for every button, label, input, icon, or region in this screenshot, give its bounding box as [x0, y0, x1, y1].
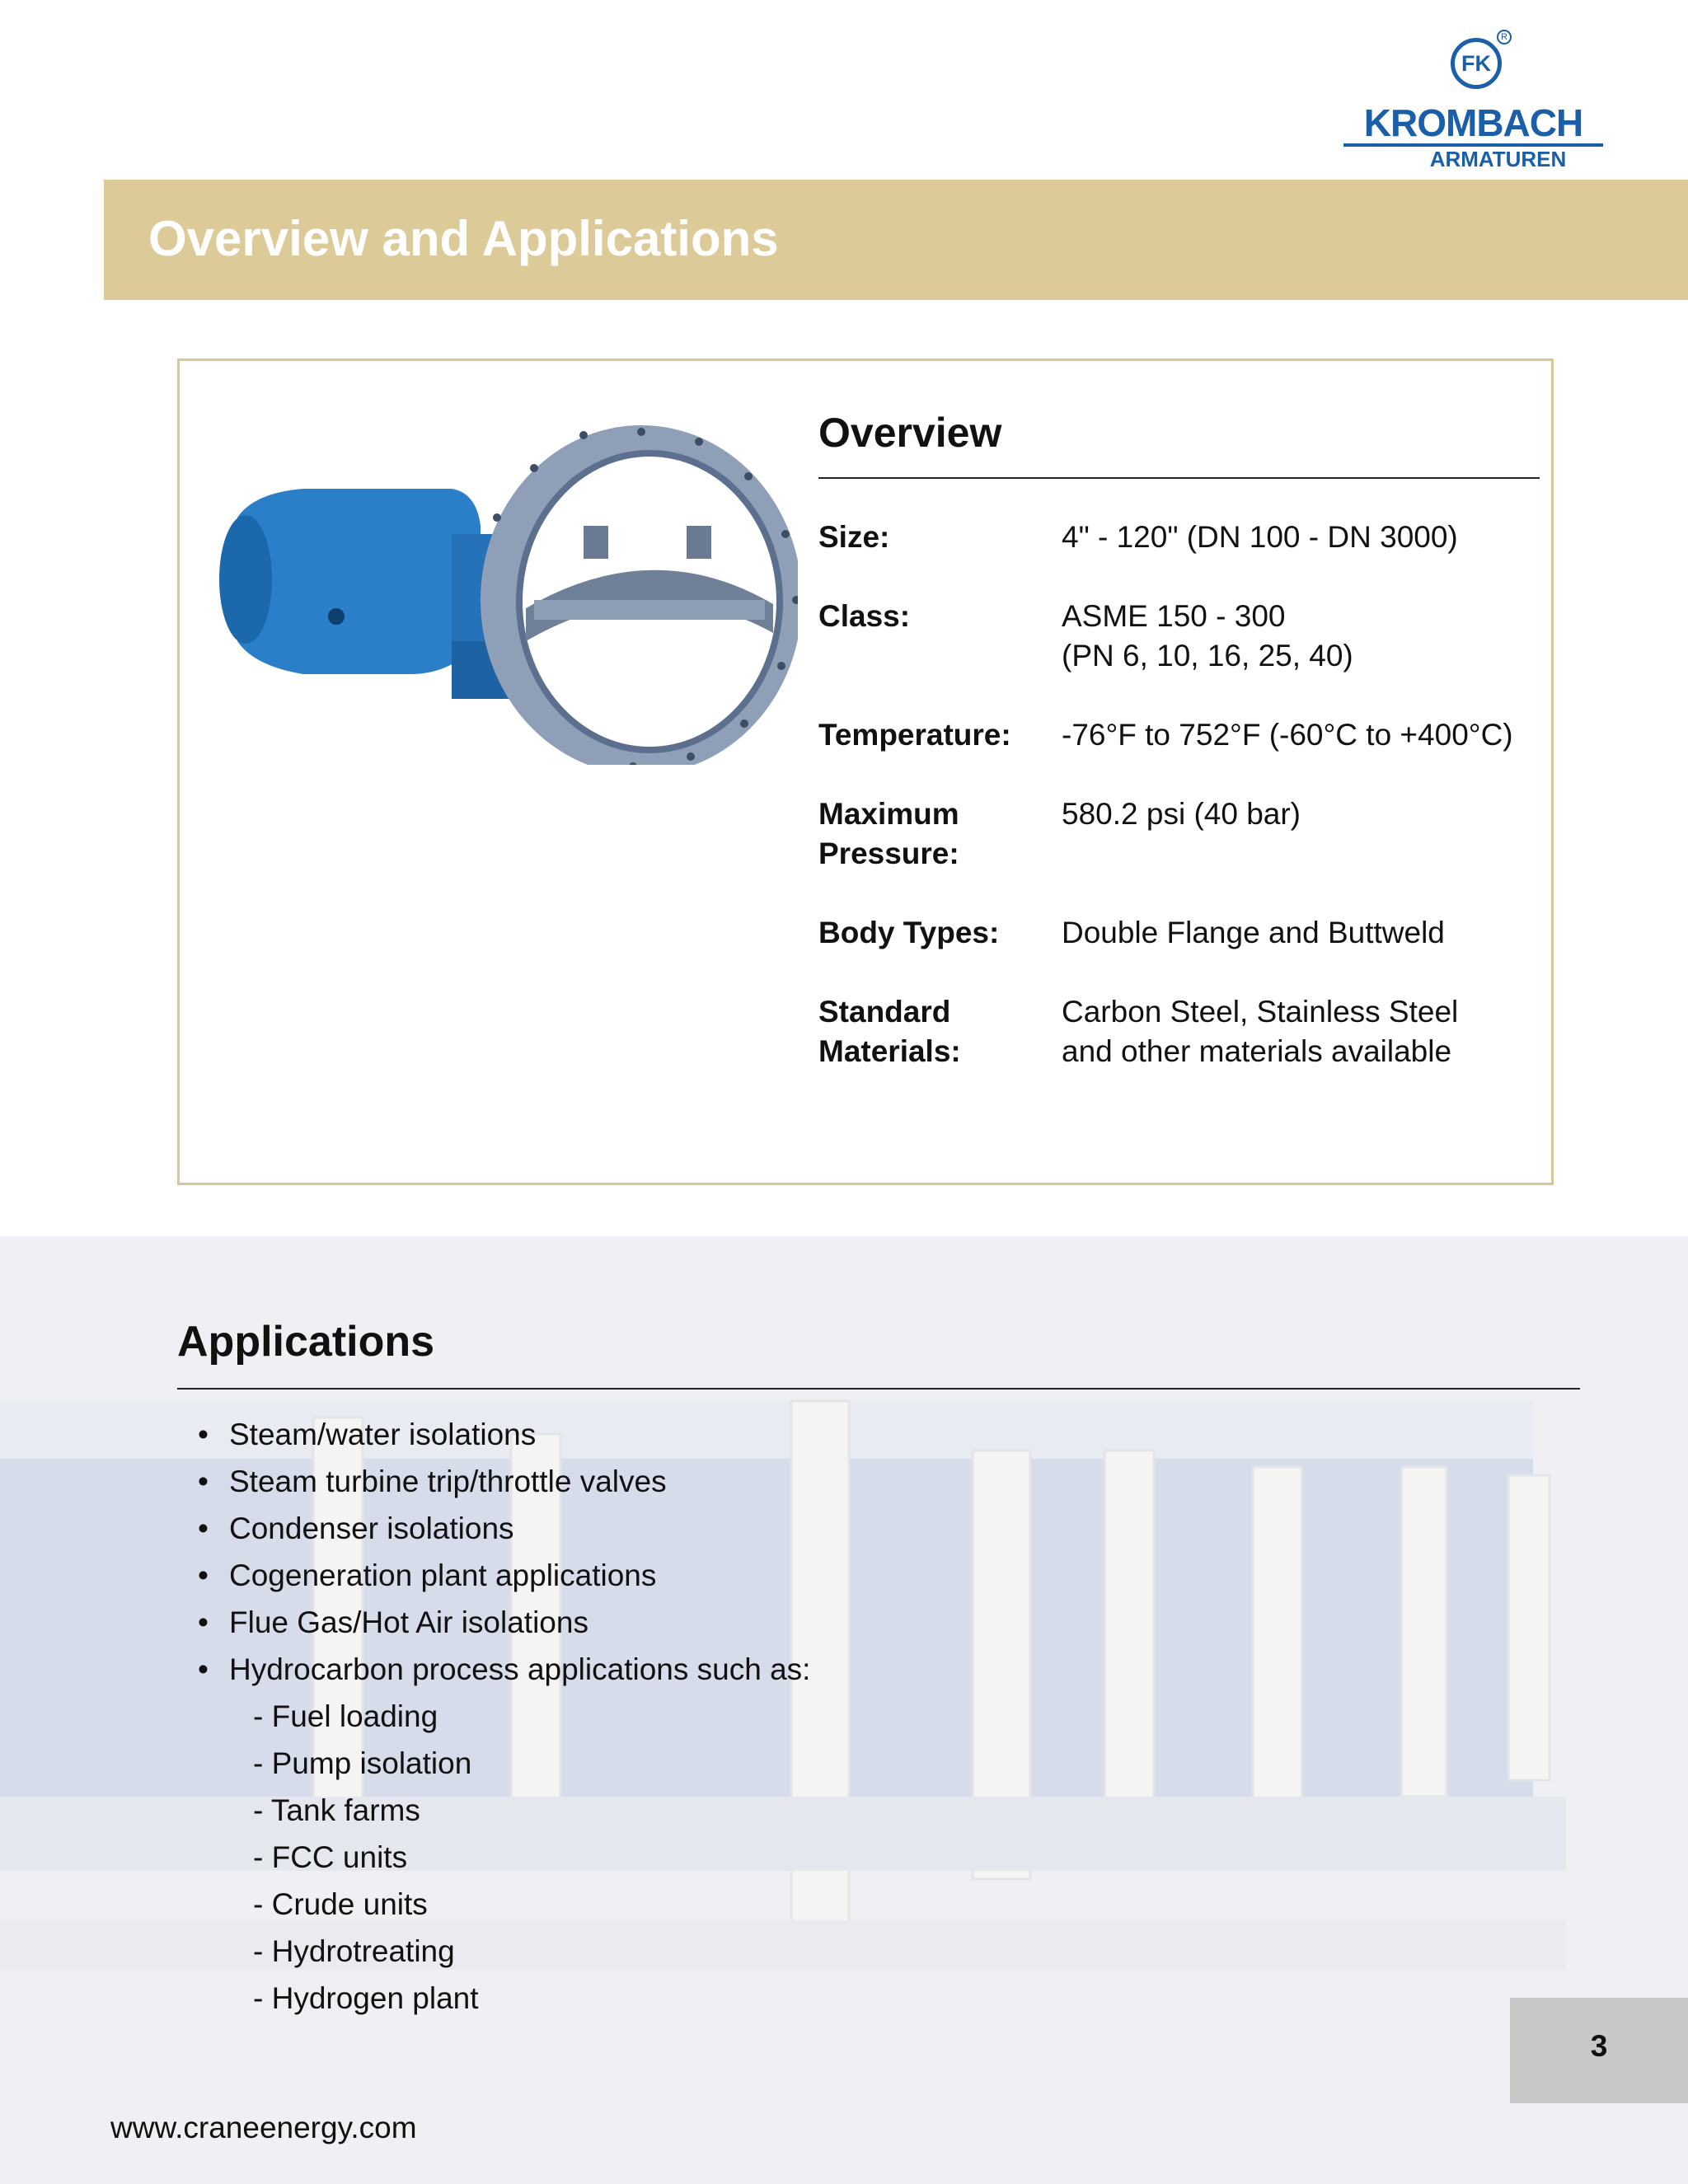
- overview-panel: [177, 359, 1554, 1185]
- spec-value: 4" - 120" (DN 100 - DN 3000): [1062, 520, 1458, 554]
- krombach-logo: [1343, 30, 1615, 178]
- list-item: [198, 1646, 1187, 1693]
- list-item: [198, 1552, 1187, 1599]
- bullet-icon: •: [198, 1418, 209, 1451]
- applications-divider: [177, 1388, 1580, 1390]
- footer-website-link[interactable]: www.craneenergy.com: [110, 2111, 417, 2144]
- spec-value: 580.2 psi (40 bar): [1062, 797, 1301, 831]
- spec-value: [1062, 597, 1548, 676]
- header-band: [104, 180, 1688, 300]
- sub-list-item: - Crude units: [253, 1887, 428, 1921]
- spec-label: Temperature:: [818, 718, 1011, 752]
- applications-heading: Applications: [177, 1318, 435, 1366]
- sub-list-item: - Pump isolation: [253, 1746, 472, 1780]
- fk-logo-mark: FK: [1451, 38, 1502, 89]
- logo-name: KROMBACH: [1343, 102, 1603, 147]
- list-item-text: Steam/water isolations: [229, 1418, 537, 1451]
- list-item: [198, 1505, 1187, 1552]
- spec-label-line: Standard: [818, 995, 951, 1029]
- spec-label: [818, 794, 1057, 874]
- bullet-icon: •: [198, 1511, 209, 1545]
- list-item-text: Steam turbine trip/throttle valves: [229, 1465, 667, 1498]
- butterfly-valve-image: [204, 410, 798, 765]
- list-item: [198, 1458, 1187, 1505]
- spec-label-line: Pressure:: [818, 837, 959, 870]
- sub-list-item: - FCC units: [253, 1840, 408, 1874]
- spec-value-line: Carbon Steel, Stainless Steel: [1062, 995, 1459, 1029]
- overview-divider: [818, 477, 1540, 479]
- sub-list-item: - Hydrogen plant: [253, 1981, 479, 2015]
- list-item-text: Hydrocarbon process applications such as:: [229, 1652, 811, 1686]
- logo-subname: ARMATUREN: [1429, 147, 1567, 171]
- spec-label: Body Types:: [818, 916, 1000, 949]
- bullet-icon: •: [198, 1652, 209, 1686]
- spec-value: -76°F to 752°F (-60°C to +400°C): [1062, 718, 1513, 752]
- spec-value-line: (PN 6, 10, 16, 25, 40): [1062, 639, 1353, 673]
- spec-value-line: and other materials available: [1062, 1034, 1452, 1068]
- sub-list-item: - Tank farms: [253, 1793, 420, 1827]
- spec-value-line: ASME 150 - 300: [1062, 599, 1286, 633]
- list-item-text: Condenser isolations: [229, 1511, 514, 1545]
- overview-heading: Overview: [818, 410, 1002, 456]
- bullet-icon: •: [198, 1558, 209, 1592]
- spec-value: Double Flange and Buttweld: [1062, 916, 1445, 949]
- bullet-icon: •: [198, 1605, 209, 1639]
- spec-label: Size:: [818, 520, 890, 554]
- list-item-text: Flue Gas/Hot Air isolations: [229, 1605, 588, 1639]
- sub-list-item: - Fuel loading: [253, 1699, 438, 1733]
- page-number: 3: [1590, 2029, 1608, 2063]
- applications-list: [198, 1411, 1187, 2022]
- page-number-tab: [1510, 1998, 1688, 2103]
- sub-list-item: - Hydrotreating: [253, 1934, 455, 1968]
- spec-label: [818, 992, 1057, 1071]
- list-item: [198, 1411, 1187, 1458]
- page-title: Overview and Applications: [148, 211, 779, 266]
- registered-mark: R: [1497, 30, 1512, 45]
- spec-label-line: Materials:: [818, 1034, 961, 1068]
- list-item-text: Cogeneration plant applications: [229, 1558, 657, 1592]
- bullet-icon: •: [198, 1465, 209, 1498]
- spec-label: Class:: [818, 599, 911, 633]
- spec-value: [1062, 992, 1548, 1071]
- spec-label-line: Maximum: [818, 797, 959, 831]
- list-item: [198, 1599, 1187, 1646]
